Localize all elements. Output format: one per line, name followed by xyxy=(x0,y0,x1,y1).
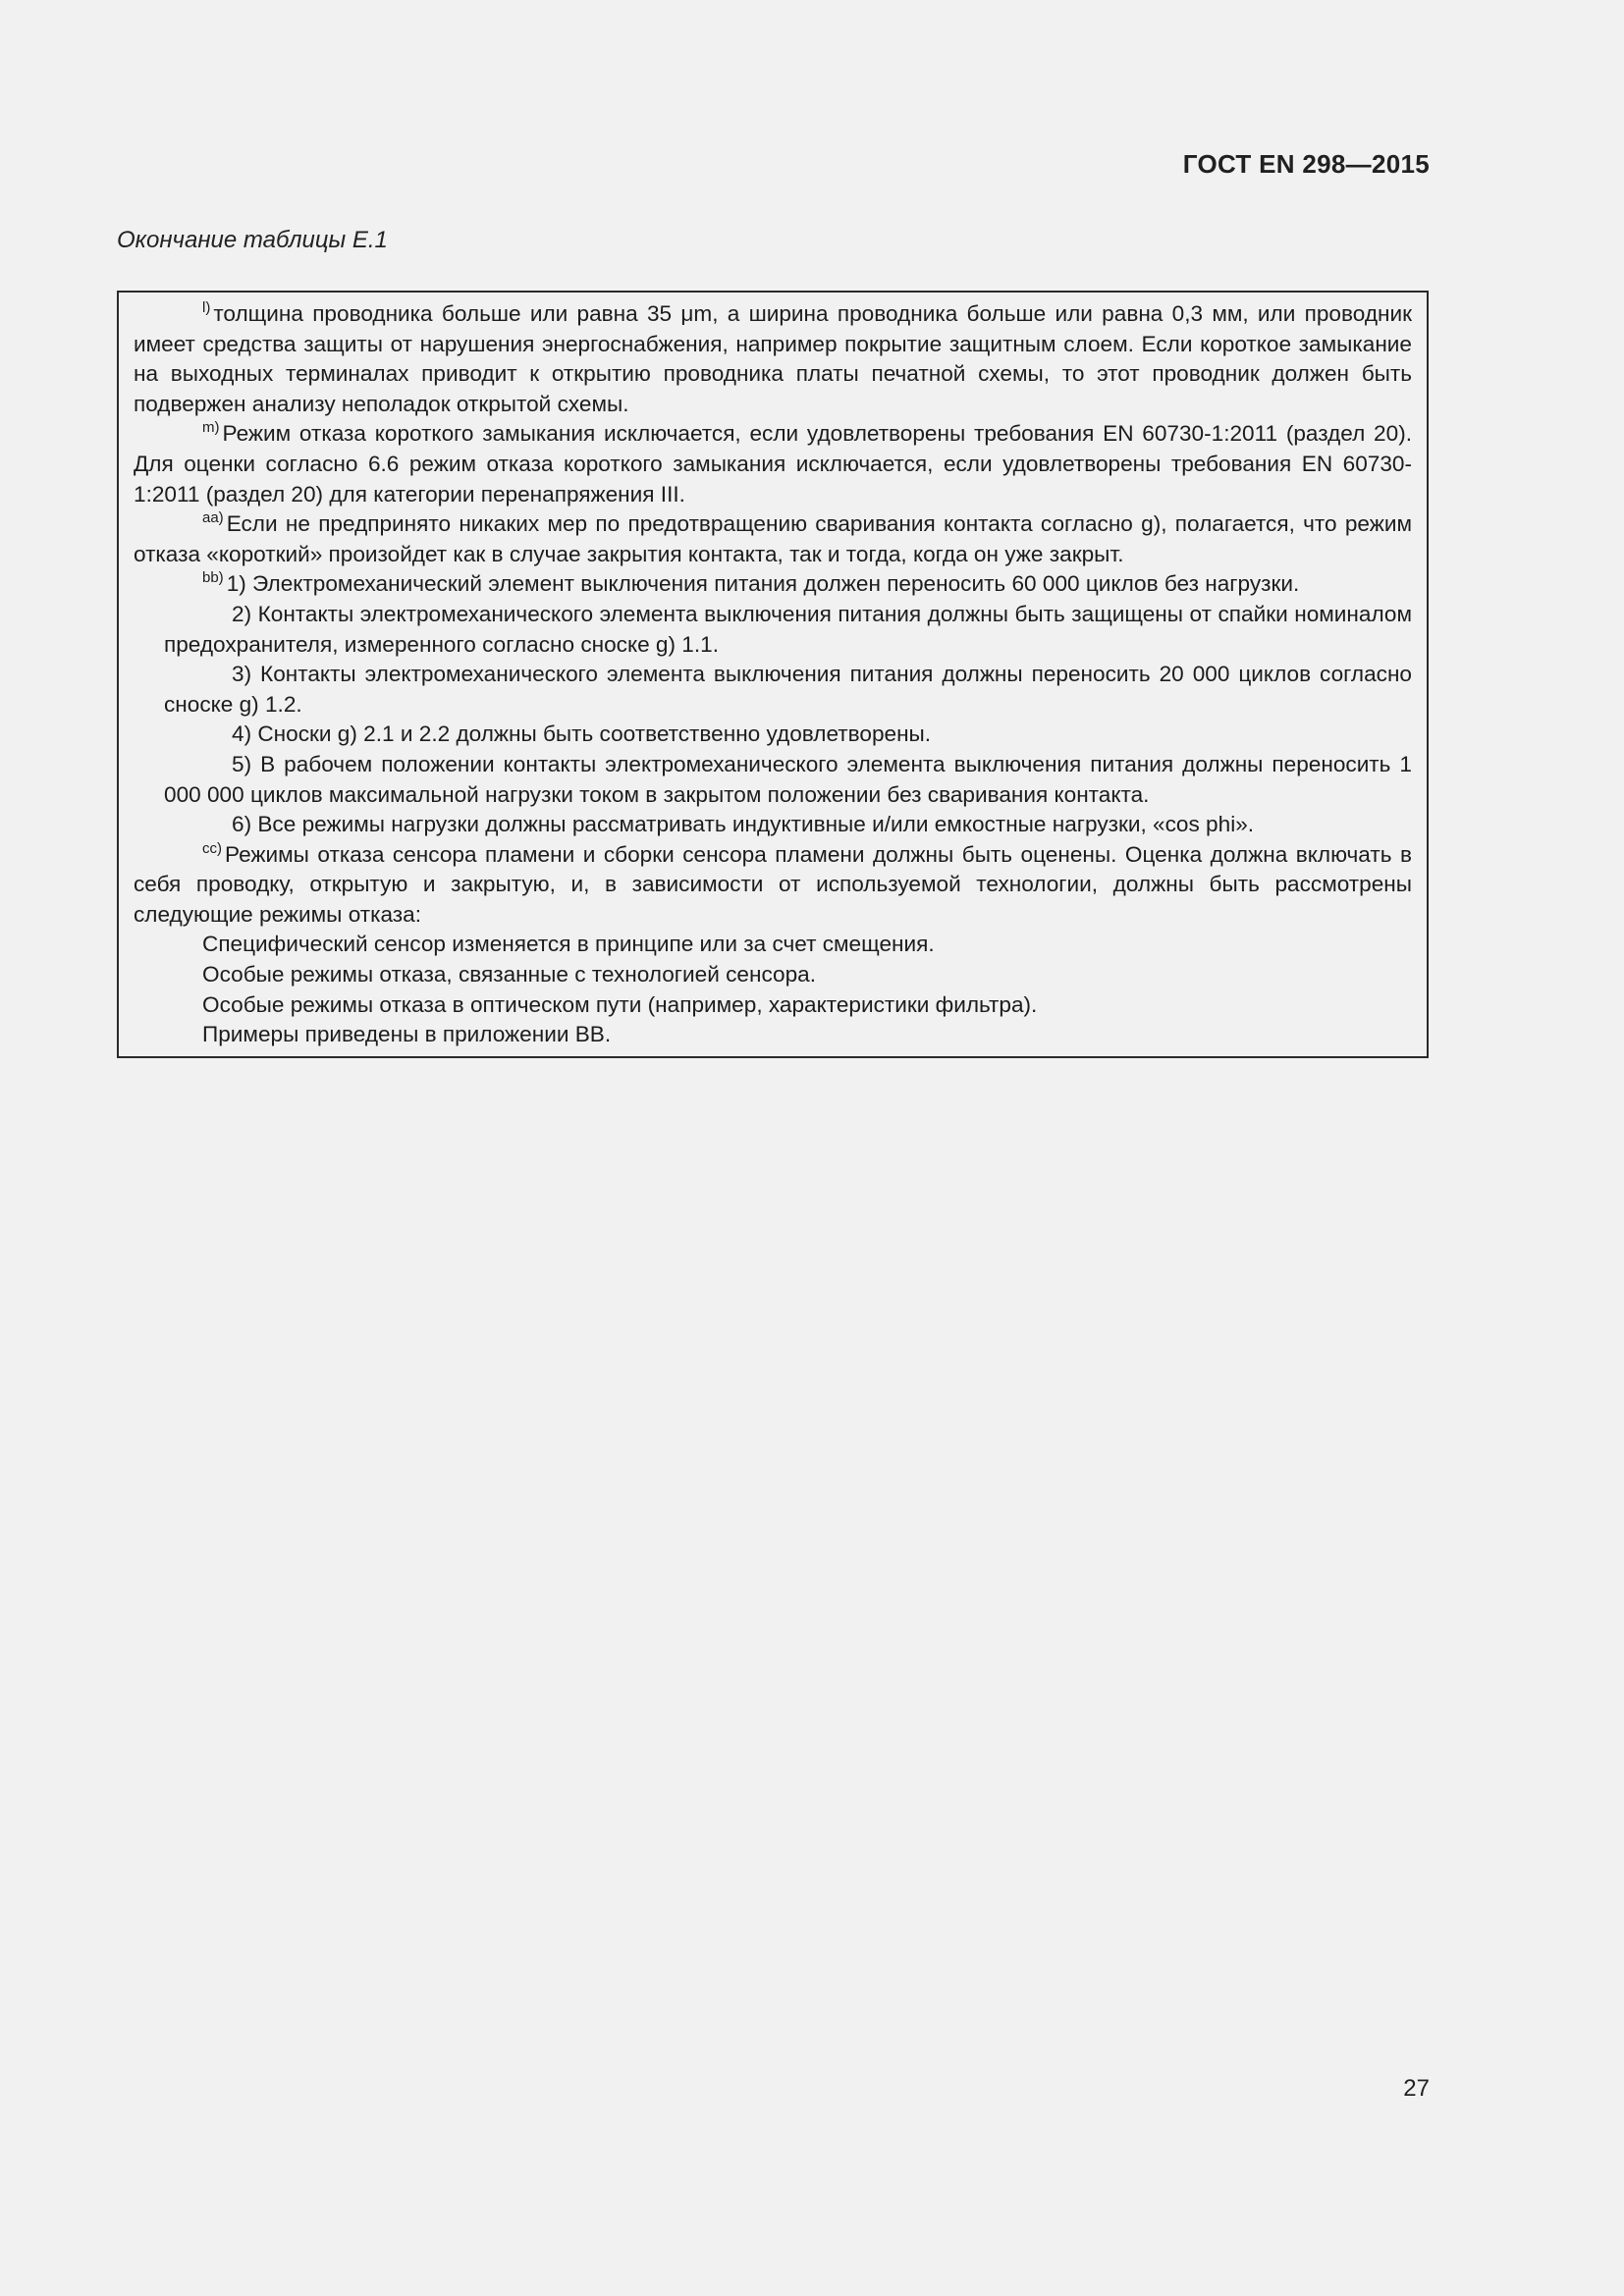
footnote-cc-line-1: Специфический сенсор изменяется в принципе или за счет смещения. xyxy=(202,932,935,957)
footnote-bb-item-2: 2) Контакты электромеханического элемента выключения питания должны быть защищены от спайки номиналом предохранителя, измеренного согласно сноске g) 1.1. xyxy=(164,601,1412,657)
footnote-bb-item-1-text: 1) Электромеханический элемент выключения питания должен переносить 60 000 циклов без нагрузки. xyxy=(226,571,1300,597)
footnote-marker-cc: cc) xyxy=(202,839,222,857)
footnote-cc-line-3: Особые режимы отказа в оптическом пути (например, характеристики фильтра). xyxy=(202,991,1038,1017)
page-number: 27 xyxy=(1403,2075,1430,2102)
footnote-cc xyxy=(134,840,1412,931)
footnote-marker-l: l) xyxy=(202,299,211,316)
footnote-cc-text: Режимы отказа сенсора пламени и сборки сенсора пламени должны быть оценены. Оценка должна включать в себя проводку, открытую и закрытую, и, в зависимости от используемой технологии, должны быть рассмотрены следующие режимы отказа: xyxy=(134,841,1412,927)
footnote-m-text: Режим отказа короткого замыкания исключается, если удовлетворены требования EN 60730-1:2011 (раздел 20). Для оценки согласно 6.6 режим отказа короткого замыкания исключается, если удовлетворены требования EN 60730-1:2011 (раздел 20) для категории перенапряжения III. xyxy=(134,421,1412,507)
footnote-bb-item-6: 6) Все режимы нагрузки должны рассматривать индуктивные и/или емкостные нагрузки, «cos phi». xyxy=(232,812,1255,837)
document-standard-code: ГОСТ EN 298—2015 xyxy=(1182,149,1430,179)
footnote-marker-m: m) xyxy=(202,419,220,437)
footnote-aa-text: Если не предпринято никаких мер по предотвращению сваривания контакта согласно g), полагается, что режим отказа «короткий» произойдет как в случае закрытия контакта, так и тогда, когда он уже закрыт. xyxy=(134,511,1412,566)
footnote-m xyxy=(134,419,1412,509)
footnote-bb-item-1 xyxy=(134,569,1412,600)
footnote-cc-line-4: Примеры приведены в приложении ВВ. xyxy=(202,1022,612,1047)
footnote-aa xyxy=(134,509,1412,569)
table-footnotes-box xyxy=(117,291,1429,1058)
footnote-l xyxy=(134,299,1412,419)
footnote-bb-item-3: 3) Контакты электромеханического элемента выключения питания должны переносить 20 000 циклов согласно сноске g) 1.2. xyxy=(164,662,1412,717)
table-caption: Окончание таблицы Е.1 xyxy=(117,227,388,253)
footnote-marker-bb: bb) xyxy=(202,569,224,587)
footnote-bb-item-4: 4) Сноски g) 2.1 и 2.2 должны быть соответственно удовлетворены. xyxy=(232,721,932,747)
footnote-l-text: толщина проводника больше или равна 35 μm, а ширина проводника больше или равна 0,3 мм, или проводник имеет средства защиты от нарушения энергоснабжения, например покрытие защитным слоем. Если короткое замыкание на выходных терминалах приводит к открытию проводника платы печатной схемы, то этот проводник должен быть подвержен анализу неполадок открытой схемы. xyxy=(134,301,1412,416)
footnote-marker-aa: aa) xyxy=(202,509,224,527)
footnote-bb-item-5: 5) В рабочем положении контакты электромеханического элемента выключения питания должны переносить 1 000 000 циклов максимальной нагрузки током в закрытом положении без сваривания контакта. xyxy=(164,751,1412,807)
footnote-cc-line-2: Особые режимы отказа, связанные с технологией сенсора. xyxy=(202,962,816,988)
